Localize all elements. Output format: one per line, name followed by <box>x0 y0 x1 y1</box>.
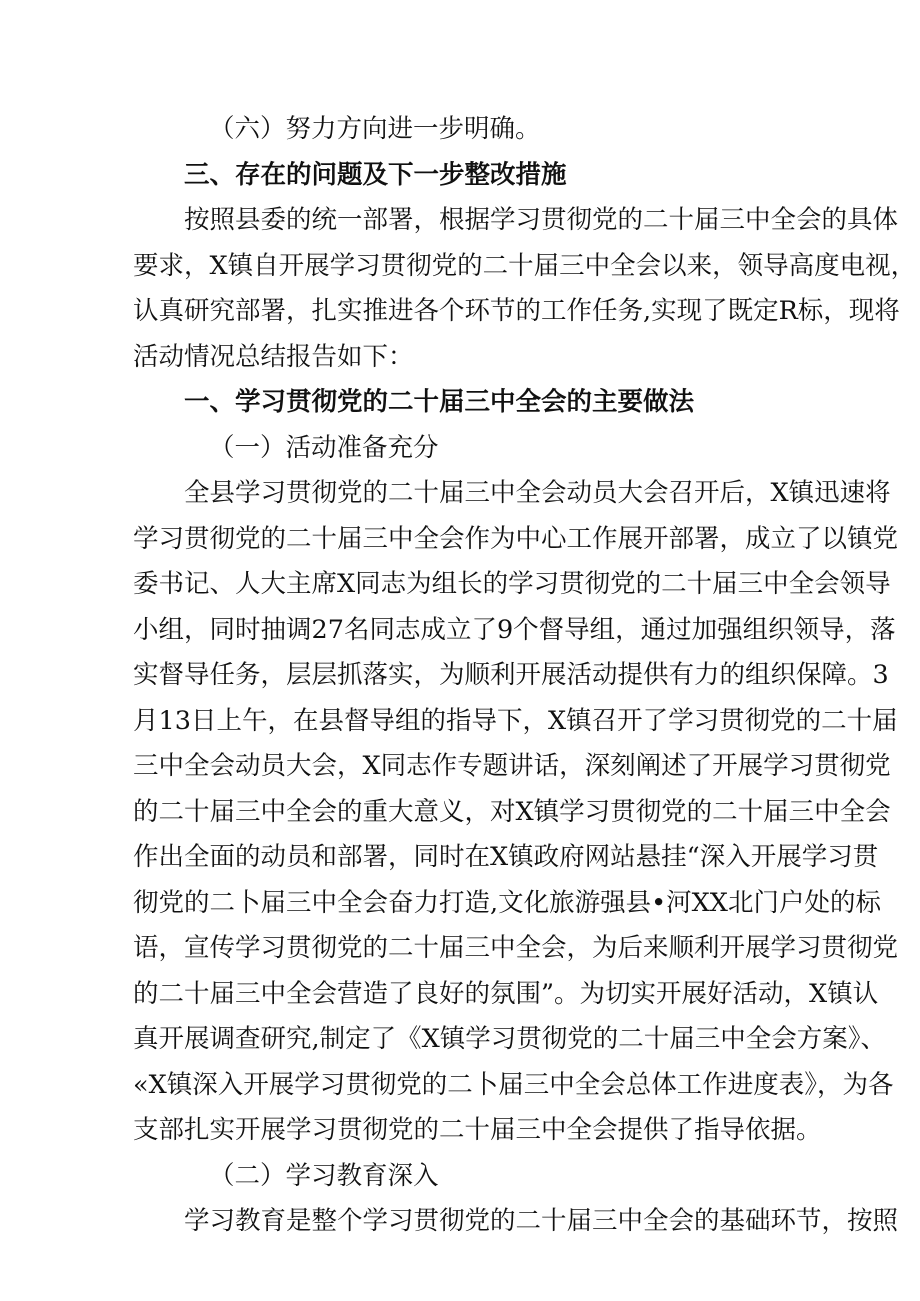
paragraph-line: 三中全会动员大会，X同志作专题讲话，深刻阐述了开展学习贯彻党 <box>133 751 891 781</box>
paragraph-line: 的二十届三中全会营造了良好的氛围”。为切实开展好活动，X镇认 <box>133 978 879 1009</box>
paragraph-line: 语，宣传学习贯彻党的二十届三中全会，为后来顺利开展学习贯彻党 <box>133 933 899 963</box>
paragraph-line: 真开展调查研究,制定了《X镇学习贯彻党的二十届三中全会方案》、 <box>133 1024 887 1054</box>
subsection-heading-6: （六）努力方向进一步明确。 <box>209 114 541 144</box>
paragraph-line: 全县学习贯彻党的二十届三中全会动员大会召开后，X镇迅速将 <box>184 478 891 508</box>
subsection-heading-2: （二）学习教育深入 <box>209 1160 439 1191</box>
paragraph-line: 委书记、人大主席X同志为组长的学习贯彻党的二十届三中全会领导 <box>133 569 891 599</box>
paragraph-line: 认真研究部署，扎实推进各个环节的工作任务,实现了既定R标，现将 <box>133 296 900 326</box>
paragraph-line: 按照县委的统一部署，根据学习贯彻党的二十届三中全会的具体 <box>184 205 899 235</box>
paragraph-line: 要求，X镇自开展学习贯彻党的二十届三中全会以来，领导高度电视， <box>133 250 917 281</box>
section-heading-1: 一、学习贯彻党的二十届三中全会的主要做法 <box>184 387 695 417</box>
paragraph-line: 彻党的二卜届三中全会奋力打造,文化旅游强县•河XX北门户处的标 <box>133 887 881 918</box>
paragraph-line: 小组，同时抽调27名同志成立了9个督导组，通过加强组织领导，落 <box>133 614 896 645</box>
paragraph-line: 支部扎实开展学习贯彻党的二十届三中全会提供了指导依据。 <box>133 1115 822 1145</box>
paragraph-line: 学习教育是整个学习贯彻党的二十届三中全会的基础环节，按照 <box>184 1206 899 1236</box>
section-heading-3: 三、存在的问题及下一步整改措施 <box>184 159 567 190</box>
document-body <box>133 107 917 1245</box>
paragraph-line: 实督导任务，层层抓落实，为顺利开展活动提供有力的组织保障。3 <box>133 660 889 690</box>
paragraph-line: 作出全面的动员和部署，同时在X镇政府网站悬挂“深入开展学习贯 <box>133 842 879 872</box>
paragraph-line: 月13日上午，在县督导组的指导下，X镇召开了学习贯彻党的二十届 <box>133 705 898 736</box>
paragraph-line: 活动情况总结报告如下： <box>133 341 414 372</box>
paragraph-line: 学习贯彻党的二十届三中全会作为中心工作展开部署，成立了以镇党 <box>133 523 899 554</box>
paragraph-line: 的二十届三中全会的重大意义，对X镇学习贯彻党的二十届三中全会 <box>133 796 891 827</box>
paragraph-line: «X镇深入开展学习贯彻党的二卜届三中全会总体工作进度表》，为各 <box>133 1069 894 1100</box>
subsection-heading-1: （一）活动准备充分 <box>209 432 439 463</box>
